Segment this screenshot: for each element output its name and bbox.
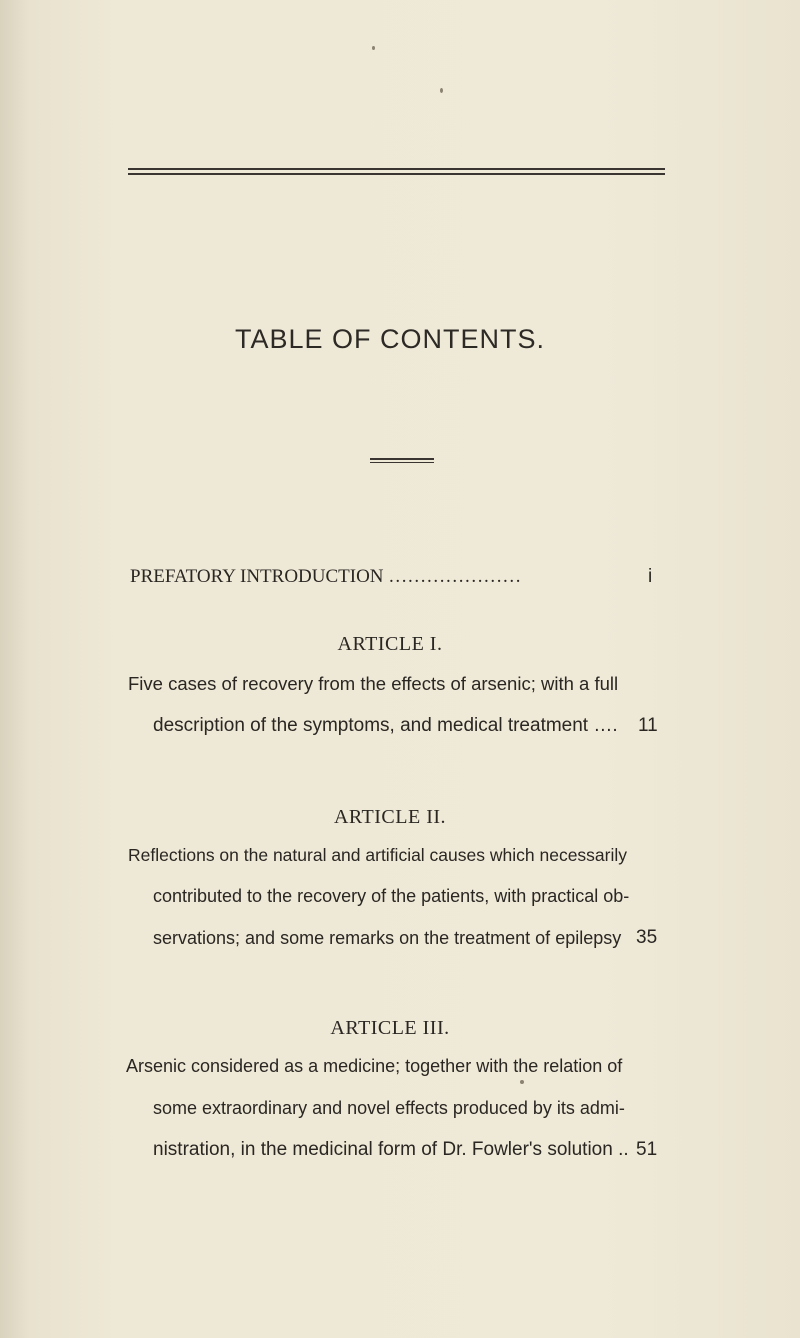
- article-1-heading: ARTICLE I.: [337, 633, 443, 655]
- toc-entry-prefatory: [130, 566, 710, 588]
- article-1-line-1: Five cases of recovery from the effects of arsenic; with a full: [128, 673, 619, 694]
- article-1-page-number: 11: [638, 715, 658, 736]
- article-2-line-1: Reflections on the natural and artificial causes which necessarily: [128, 845, 628, 865]
- article-3-heading: ARTICLE III.: [330, 1017, 450, 1039]
- article-2-page-number: 35: [636, 927, 658, 948]
- article-3-line-1: Arsenic considered as a medicine; together with the relation of: [126, 1056, 623, 1076]
- article-2-line-3: servations; and some remarks on the treatment of epilepsy: [153, 928, 622, 948]
- article-1-line-2: description of the symptoms, and medical treatment ….: [153, 715, 618, 736]
- top-double-rule: [128, 168, 665, 175]
- page-title: TABLE OF CONTENTS.: [234, 324, 546, 354]
- ink-speck: [440, 88, 443, 93]
- title-underline-rule: [370, 458, 434, 463]
- ink-speck: [520, 1080, 524, 1084]
- article-2-heading: ARTICLE II.: [333, 806, 447, 828]
- prefatory-page-number: i: [648, 566, 653, 587]
- article-3-line-3: nistration, in the medicinal form of Dr. Fowler's solution ..: [153, 1139, 629, 1160]
- article-3-page-number: 51: [636, 1139, 658, 1160]
- prefatory-leaders: …………………: [388, 566, 522, 587]
- prefatory-title: PREFATORY INTRODUCTION: [130, 566, 384, 587]
- ink-speck: [372, 46, 375, 50]
- article-2-line-2: contributed to the recovery of the patients, with practical ob-: [153, 886, 630, 906]
- article-3-line-2: some extraordinary and novel effects produced by its admi-: [153, 1098, 625, 1118]
